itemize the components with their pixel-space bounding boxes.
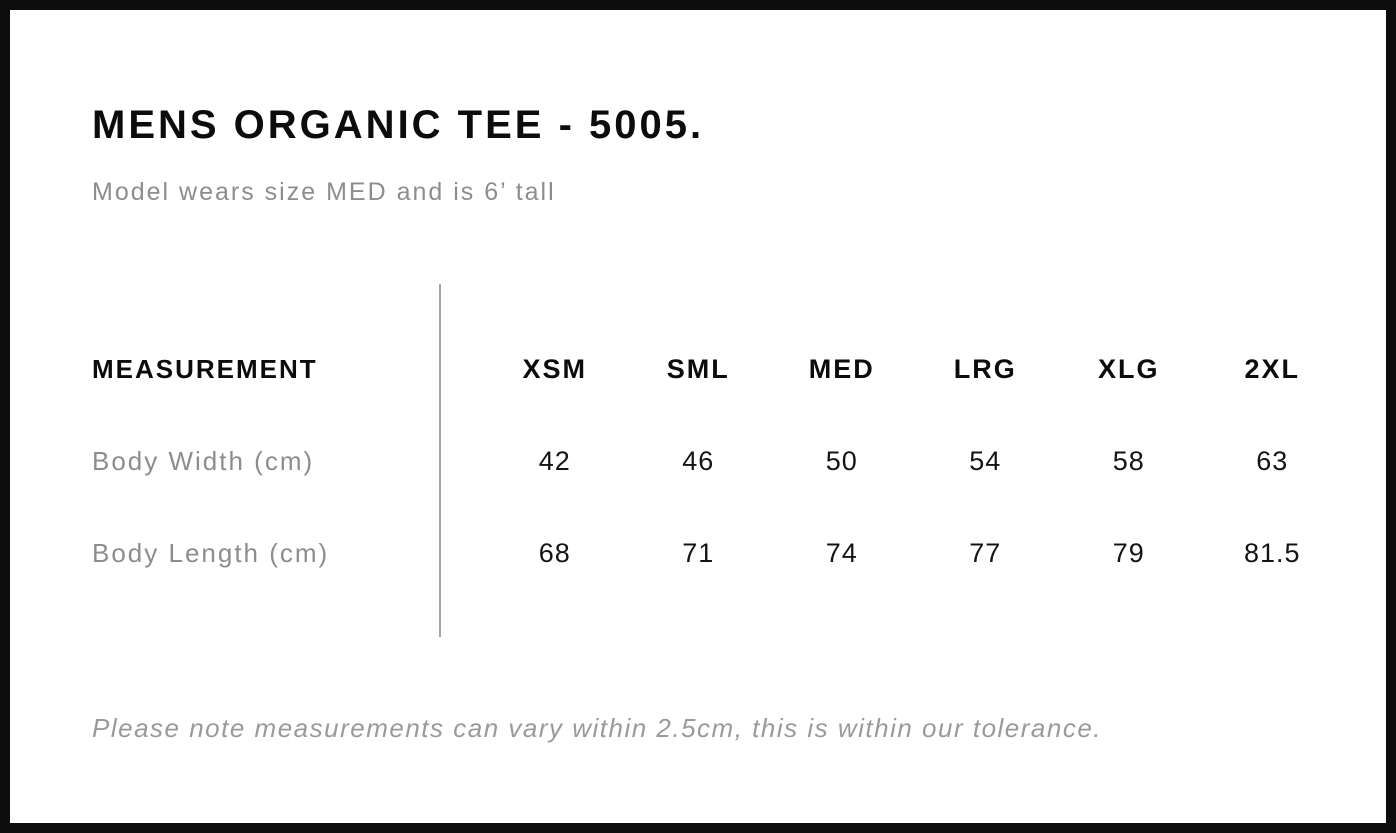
size-column-header-xsm: XSM [522, 353, 587, 384]
body-width-value-sml: 46 [682, 445, 715, 476]
size-column-header-sml: SML [666, 353, 730, 384]
size-chart-table [92, 323, 1344, 599]
body-length-value-2xl: 81.5 [1243, 537, 1301, 568]
body-length-value-xsm: 68 [538, 537, 571, 568]
body-width-value-lrg: 54 [969, 445, 1002, 476]
size-column-header-xlg: XLG [1097, 353, 1160, 384]
body-width-value-med: 50 [825, 445, 858, 476]
size-column-header-2xl: 2XL [1244, 353, 1301, 384]
body-width-value-xlg: 58 [1112, 445, 1145, 476]
size-column-header-med: MED [808, 353, 875, 384]
page-content [10, 10, 1386, 823]
body-length-value-sml: 71 [682, 537, 715, 568]
body-length-value-med: 74 [825, 537, 858, 568]
tolerance-note: Please note measurements can vary within 2.5cm, this is within our tolerance. [92, 713, 1103, 743]
page-title: MENS ORGANIC TEE - 5005. [92, 103, 705, 147]
row-label-body-width: Body Width (cm) [92, 445, 315, 476]
body-width-value-2xl: 63 [1256, 445, 1289, 476]
size-column-header-lrg: LRG [953, 353, 1017, 384]
row-label-body-length: Body Length (cm) [92, 537, 330, 568]
body-length-value-lrg: 77 [969, 537, 1002, 568]
model-size-note: Model wears size MED and is 6’ tall [92, 178, 556, 206]
body-length-value-xlg: 79 [1112, 537, 1145, 568]
body-width-value-xsm: 42 [538, 445, 571, 476]
measurement-column-header: MEASUREMENT [92, 353, 318, 384]
